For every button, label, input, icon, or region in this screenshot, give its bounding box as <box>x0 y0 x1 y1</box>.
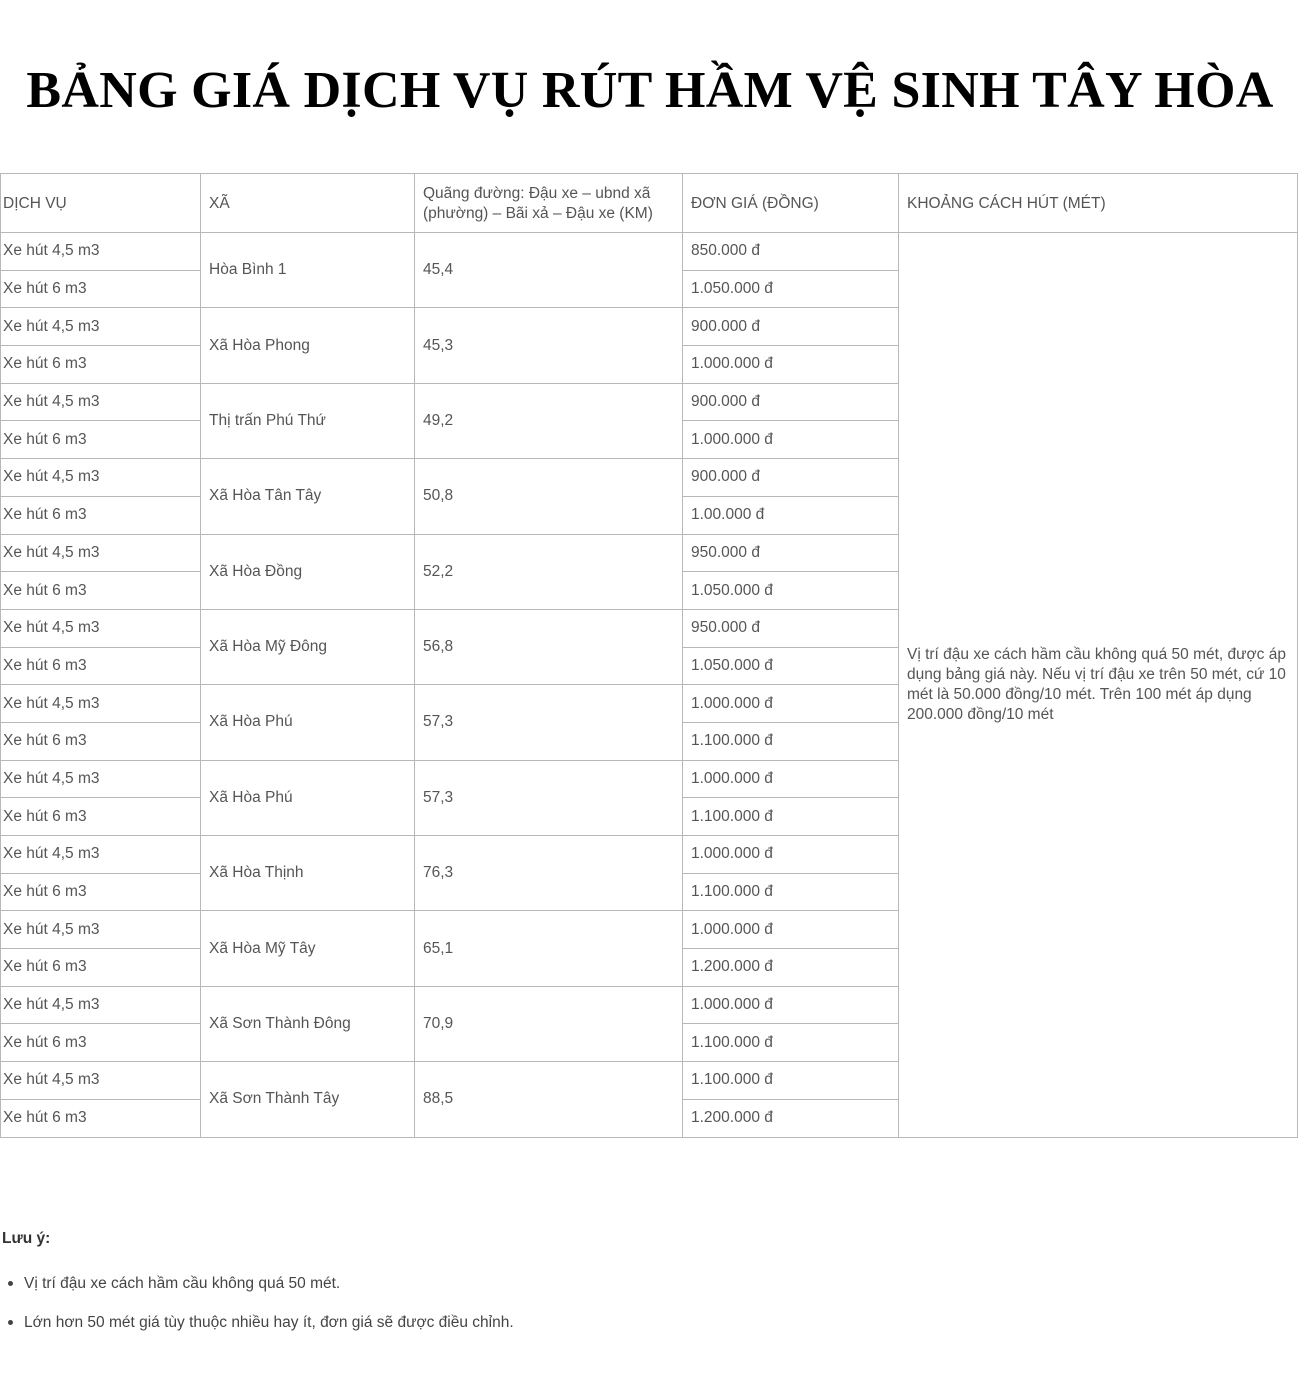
header-service: DỊCH VỤ <box>1 174 201 233</box>
service-cell: Xe hút 6 m3 <box>1 647 201 685</box>
distance-cell: 57,3 <box>415 685 683 760</box>
notes-section <box>0 1226 1300 1350</box>
header-suction-distance: KHOẢNG CÁCH HÚT (MÉT) <box>899 174 1298 233</box>
price-cell: 1.200.000 đ <box>683 1099 899 1137</box>
bullet-icon <box>8 1320 13 1325</box>
price-cell: 1.000.000 đ <box>683 685 899 723</box>
price-cell: 900.000 đ <box>683 383 899 421</box>
header-distance: Quãng đường: Đậu xe – ubnd xã (phường) – Bãi xả – Đậu xe (KM) <box>415 174 683 233</box>
service-cell: Xe hút 4,5 m3 <box>1 383 201 421</box>
price-cell: 1.000.000 đ <box>683 760 899 798</box>
distance-cell: 57,3 <box>415 760 683 835</box>
service-cell: Xe hút 6 m3 <box>1 421 201 459</box>
commune-cell: Xã Hòa Mỹ Tây <box>201 911 415 986</box>
commune-cell: Xã Sơn Thành Đông <box>201 986 415 1061</box>
price-cell: 1.100.000 đ <box>683 873 899 911</box>
price-cell: 1.000.000 đ <box>683 911 899 949</box>
service-cell: Xe hút 4,5 m3 <box>1 534 201 572</box>
service-cell: Xe hút 4,5 m3 <box>1 308 201 346</box>
price-cell: 1.200.000 đ <box>683 949 899 987</box>
service-cell: Xe hút 6 m3 <box>1 572 201 610</box>
table-body <box>1 233 1298 1138</box>
price-cell: 1.050.000 đ <box>683 647 899 685</box>
service-cell: Xe hút 6 m3 <box>1 1024 201 1062</box>
bullet-icon <box>8 1281 13 1286</box>
price-cell: 1.100.000 đ <box>683 1024 899 1062</box>
service-cell: Xe hút 6 m3 <box>1 722 201 760</box>
price-cell: 1.050.000 đ <box>683 270 899 308</box>
notes-item-text: Lớn hơn 50 mét giá tùy thuộc nhiều hay ít, đơn giá sẽ được điều chỉnh. <box>24 1314 514 1331</box>
notes-list-item <box>24 1311 1300 1350</box>
service-cell: Xe hút 6 m3 <box>1 798 201 836</box>
price-cell: 900.000 đ <box>683 308 899 346</box>
price-cell: 1.100.000 đ <box>683 722 899 760</box>
service-cell: Xe hút 6 m3 <box>1 496 201 534</box>
price-cell: 1.00.000 đ <box>683 496 899 534</box>
price-cell: 1.000.000 đ <box>683 836 899 874</box>
service-cell: Xe hút 6 m3 <box>1 270 201 308</box>
price-cell: 850.000 đ <box>683 233 899 271</box>
price-cell: 1.100.000 đ <box>683 1062 899 1100</box>
commune-cell: Xã Hòa Mỹ Đông <box>201 609 415 684</box>
service-cell: Xe hút 4,5 m3 <box>1 459 201 497</box>
service-cell: Xe hút 4,5 m3 <box>1 760 201 798</box>
service-cell: Xe hút 4,5 m3 <box>1 233 201 271</box>
distance-cell: 45,4 <box>415 233 683 308</box>
distance-cell: 88,5 <box>415 1062 683 1137</box>
price-cell: 900.000 đ <box>683 459 899 497</box>
notes-list <box>0 1272 1300 1350</box>
commune-cell: Xã Hòa Tân Tây <box>201 459 415 534</box>
header-price: ĐƠN GIÁ (ĐỒNG) <box>683 174 899 233</box>
service-cell: Xe hút 6 m3 <box>1 873 201 911</box>
distance-cell: 52,2 <box>415 534 683 609</box>
price-cell: 1.000.000 đ <box>683 346 899 384</box>
distance-cell: 45,3 <box>415 308 683 383</box>
service-cell: Xe hút 4,5 m3 <box>1 609 201 647</box>
distance-cell: 56,8 <box>415 609 683 684</box>
service-cell: Xe hút 4,5 m3 <box>1 836 201 874</box>
notes-label: Lưu ý: <box>2 1230 51 1247</box>
distance-cell: 50,8 <box>415 459 683 534</box>
price-table <box>0 173 1298 1138</box>
service-cell: Xe hút 6 m3 <box>1 346 201 384</box>
price-cell: 1.050.000 đ <box>683 572 899 610</box>
table-row <box>1 233 1298 271</box>
price-cell: 1.000.000 đ <box>683 986 899 1024</box>
service-cell: Xe hút 4,5 m3 <box>1 1062 201 1100</box>
service-cell: Xe hút 4,5 m3 <box>1 685 201 723</box>
distance-cell: 49,2 <box>415 383 683 458</box>
price-cell: 950.000 đ <box>683 609 899 647</box>
notes-item-text: Vị trí đậu xe cách hầm cầu không quá 50 mét. <box>24 1275 341 1292</box>
price-cell: 1.100.000 đ <box>683 798 899 836</box>
commune-cell: Xã Hòa Phong <box>201 308 415 383</box>
commune-cell: Xã Hòa Đồng <box>201 534 415 609</box>
price-cell: 1.000.000 đ <box>683 421 899 459</box>
service-cell: Xe hút 6 m3 <box>1 1099 201 1137</box>
price-cell: 950.000 đ <box>683 534 899 572</box>
commune-cell: Xã Hòa Phú <box>201 685 415 760</box>
service-cell: Xe hút 6 m3 <box>1 949 201 987</box>
page-title: BẢNG GIÁ DỊCH VỤ RÚT HẦM VỆ SINH TÂY HÒA <box>26 62 1274 119</box>
service-cell: Xe hút 4,5 m3 <box>1 986 201 1024</box>
commune-cell: Hòa Bình 1 <box>201 233 415 308</box>
commune-cell: Thị trấn Phú Thứ <box>201 383 415 458</box>
commune-cell: Xã Hòa Phú <box>201 760 415 835</box>
distance-cell: 65,1 <box>415 911 683 986</box>
price-table-container <box>0 173 1297 1138</box>
commune-cell: Xã Sơn Thành Tây <box>201 1062 415 1137</box>
header-commune: XÃ <box>201 174 415 233</box>
commune-cell: Xã Hòa Thịnh <box>201 836 415 911</box>
distance-cell: 70,9 <box>415 986 683 1061</box>
service-cell: Xe hút 4,5 m3 <box>1 911 201 949</box>
notes-list-item <box>24 1272 1300 1311</box>
distance-cell: 76,3 <box>415 836 683 911</box>
table-header-row <box>1 174 1298 233</box>
suction-distance-note-cell: Vị trí đậu xe cách hầm cầu không quá 50 mét, được áp dụng bảng giá này. Nếu vị trí đậu xe trên 50 mét, cứ 10 mét là 50.000 đồng/10 mét. Trên 100 mét áp dụng 200.000 đồng/10 mét <box>899 233 1298 1138</box>
